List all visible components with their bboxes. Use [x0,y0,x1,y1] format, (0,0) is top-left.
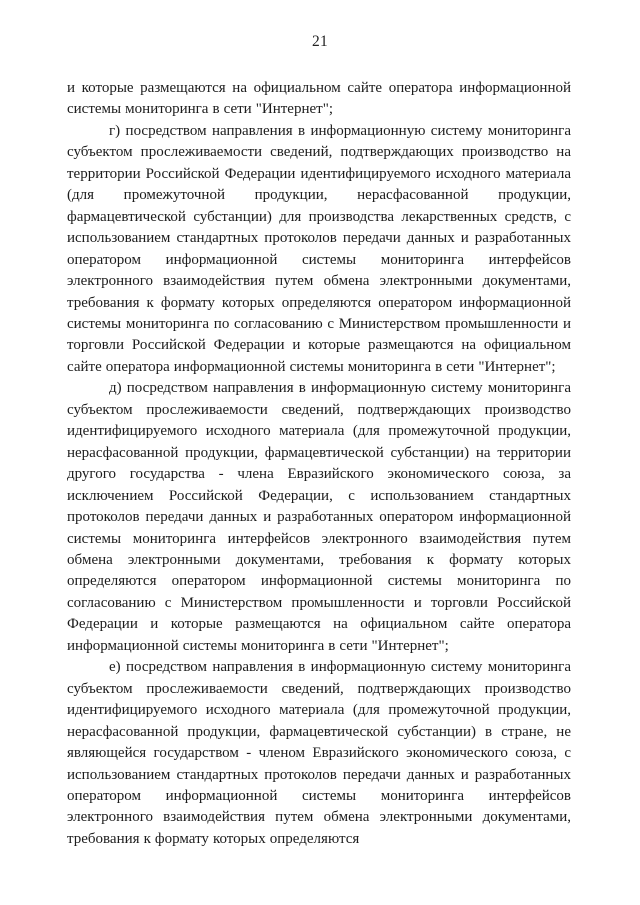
paragraph-item-e: е) посредством направления в информационную систему мониторинга субъектом прослеживаемости сведений, подтверждающих производство идентифицируемого исходного материала (для промежуточной продукции, нерасфасованной продукции, фармацевтической субстанции) в стране, не являющейся государством - членом Евразийского экономического союза, с использованием стандартных протоколов передачи данных и разработанных оператором информационной системы мониторинга интерфейсов электронного взаимодействия путем обмена электронными документами, требования к формату которых определяются [67,659,571,847]
document-body [67,78,571,850]
paragraph-continuation: и которые размещаются на официальном сайте оператора информационной системы мониторинга в сети "Интернет"; [67,80,571,118]
paragraph-item-g: г) посредством направления в информационную систему мониторинга субъектом прослеживаемости сведений, подтверждающих производство на территории Российской Федерации идентифицируемого исходного материала (для промежуточной продукции, нерасфасованной продукции, фармацевтической субстанции) для производства лекарственных средств, с использованием стандартных протоколов передачи данных и разработанных оператором информационной системы мониторинга интерфейсов электронного взаимодействия путем обмена электронными документами, требования к формату которых определяются оператором информационной системы мониторинга по согласованию с Министерством промышленности и торговли Российской Федерации и которые размещаются на официальном сайте оператора информационной системы мониторинга в сети "Интернет"; [67,122,571,375]
paragraph-item-d: д) посредством направления в информационную систему мониторинга субъектом прослеживаемости сведений, подтверждающих производство идентифицируемого исходного материала (для промежуточной продукции, нерасфасованной продукции, фармацевтической субстанции) на территории другого государства - члена Евразийского экономического союза, за исключением Российской Федерации, с использованием стандартных протоколов передачи данных и разработанных оператором информационной системы мониторинга интерфейсов электронного взаимодействия путем обмена электронными документами, требования к формату которых определяются оператором информационной системы мониторинга по согласованию с Министерством промышленности и торговли Российской Федерации и которые размещаются на официальном сайте оператора информационной системы мониторинга в сети "Интернет"; [67,380,571,654]
page-number: 21 [311,33,329,50]
